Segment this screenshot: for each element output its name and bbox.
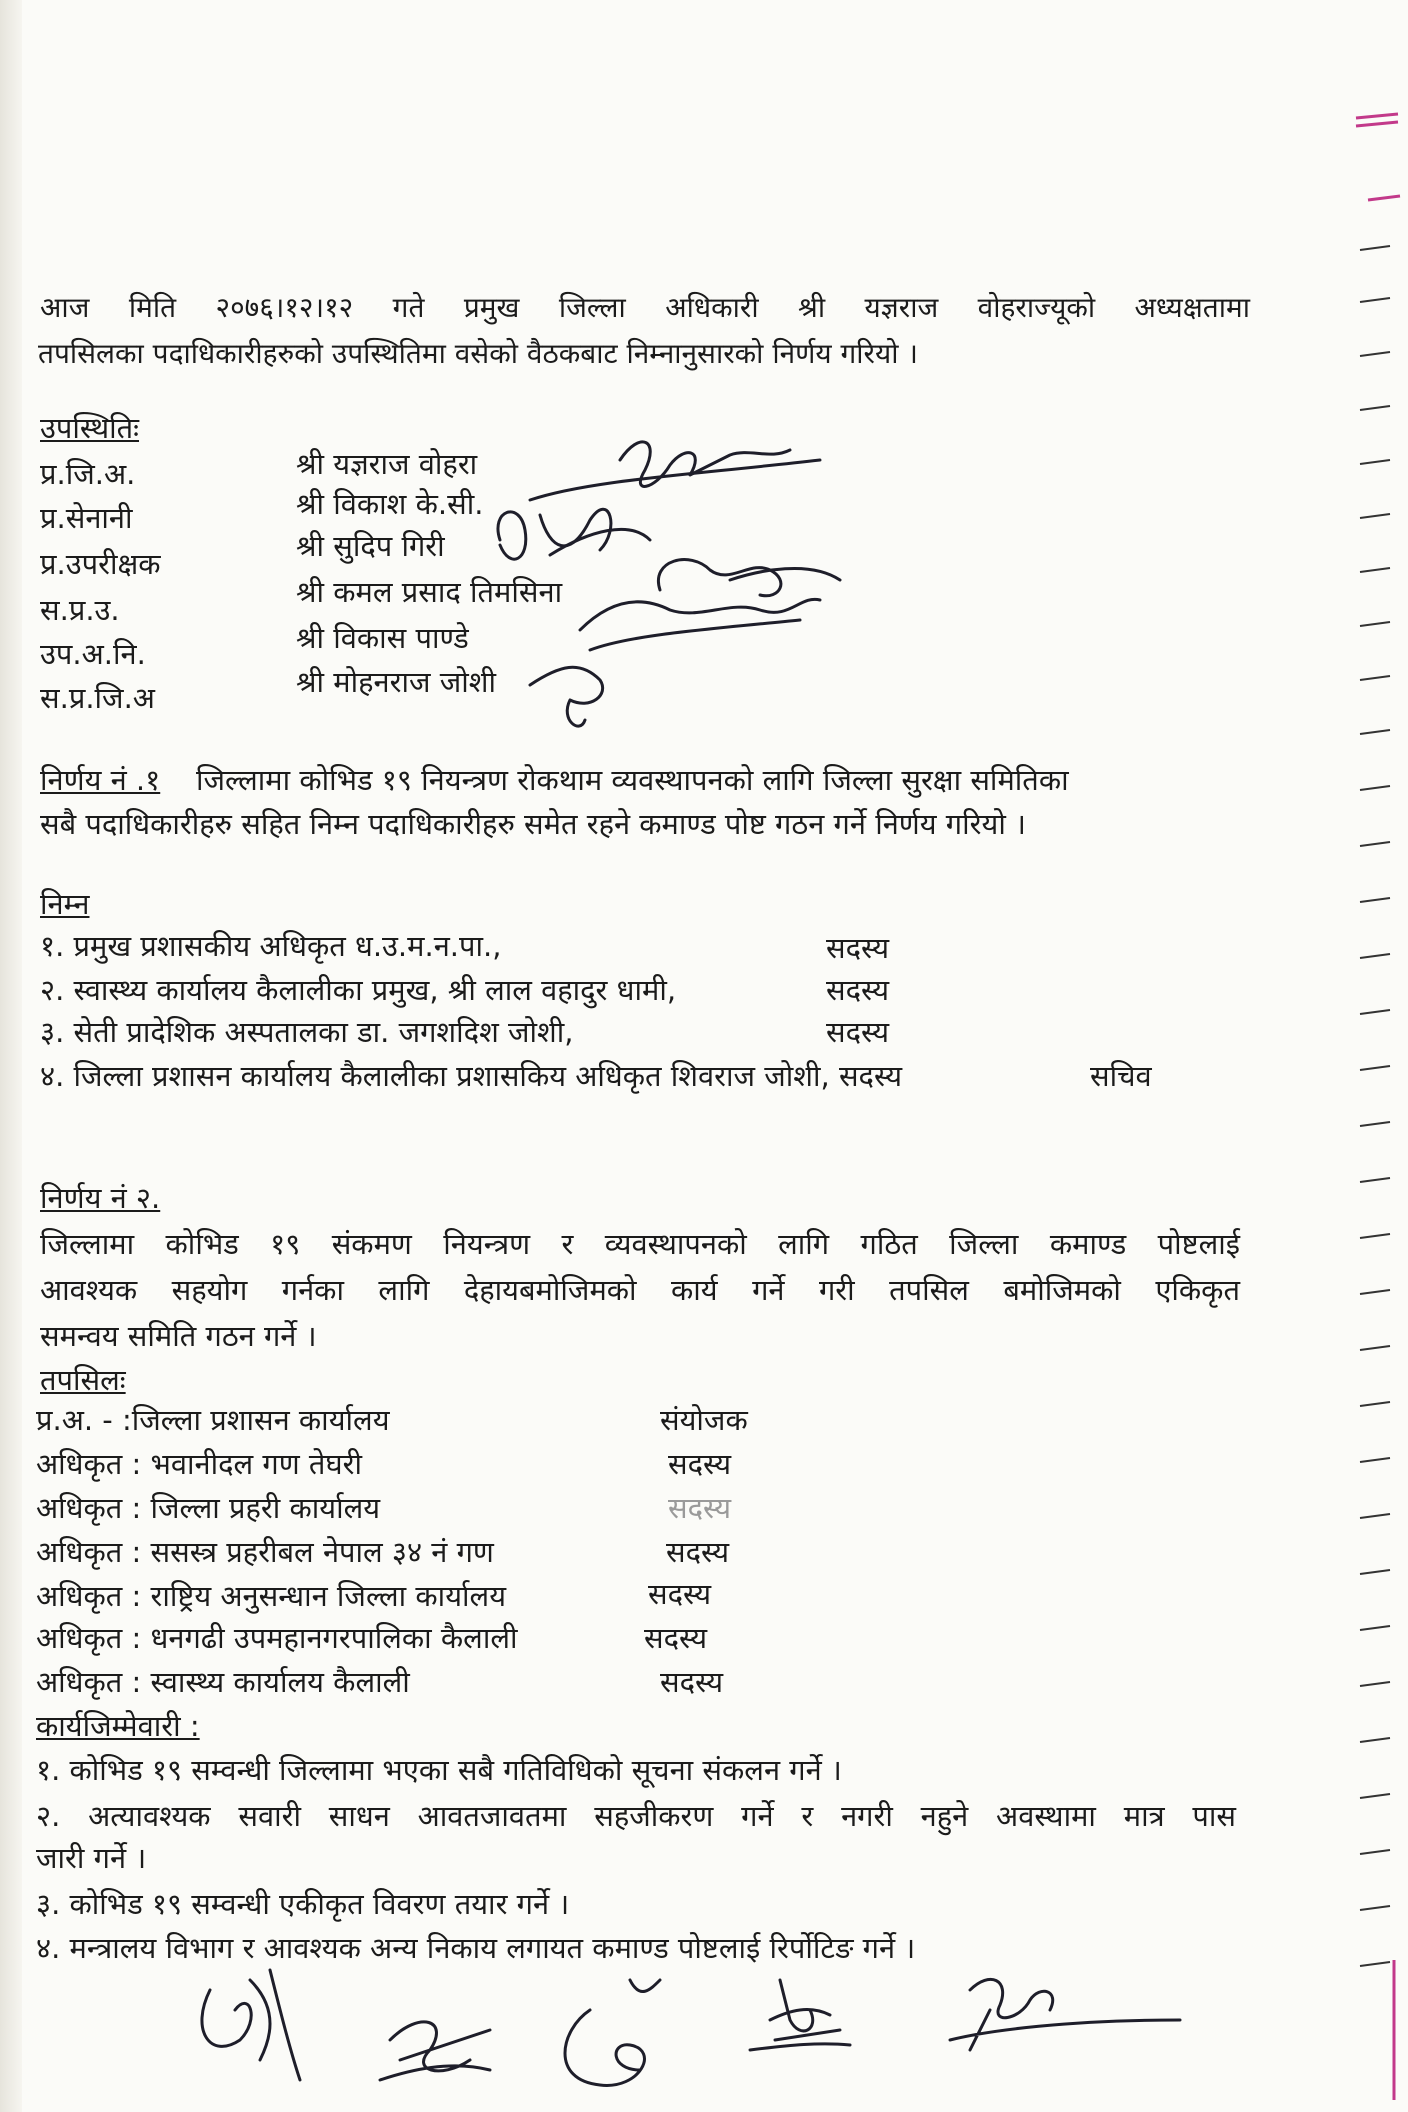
table-row: प्र.अ. - :जिल्ला प्रशासन कार्यालय: [36, 1403, 390, 1437]
decision2-heading: निर्णय नं २.: [40, 1181, 161, 1215]
decision2-line-1: जिल्लामा कोभिड १९ संकमण नियन्त्रण र व्यवस्थापनको लागि गठित जिल्ला कमाण्ड पोष्टलाई: [40, 1227, 1240, 1261]
list-item: १. प्रमुख प्रशासकीय अधिकृत ध.उ.म.न.पा.,: [40, 929, 502, 963]
list-item: ३. सेती प्रादेशिक अस्पतालका डा. जगशदिश जोशी,: [40, 1015, 574, 1049]
table-row: अधिकृत : राष्ट्रिय अनुसन्धान जिल्ला कार्यालय: [36, 1579, 507, 1613]
duty-item: २. अत्यावश्यक सवारी साधन आवतजावतमा सहजीकरण गर्ने र नगरी नहुने अवस्थामा मात्र पास: [36, 1799, 1236, 1833]
duty-item: ३. कोभिड १९ सम्वन्धी एकीकृत विवरण तयार गर्ने ।: [36, 1887, 570, 1921]
decision2-line-2: आवश्यक सहयोग गर्नका लागि देहायबमोजिमको कार्य गर्ने गरी तपसिल बमोजिमको एकिकृत: [40, 1273, 1240, 1307]
attendance-name: श्री विकाश के.सी.: [296, 487, 484, 521]
table-row-role: सदस्य: [644, 1621, 708, 1655]
duty-item: जारी गर्ने ।: [36, 1841, 147, 1875]
attendance-post: प्र.जि.अ.: [40, 457, 136, 491]
intro-line-1: आज मिति २०७६।१२।१२ गते प्रमुख जिल्ला अधिकारी श्री यज्ञराज वोहराज्यूको अध्यक्षतामा: [40, 291, 1250, 324]
attendance-name: श्री सुदिप गिरी: [296, 529, 445, 563]
decision1-line-2: सबै पदाधिकारीहरु सहित निम्न पदाधिकारीहरु समेत रहने कमाण्ड पोष्ट गठन गर्ने निर्णय गरियो ।: [40, 807, 1027, 841]
margin-tick-marks: [1338, 0, 1408, 2112]
duties-heading: कार्यजिम्मेवारी :: [36, 1709, 200, 1743]
decision1-heading: निर्णय नं .१: [40, 763, 161, 797]
attendance-name: श्री मोहनराज जोशी: [296, 665, 496, 699]
page-binding-edge: [0, 0, 22, 2112]
table-row: अधिकृत : धनगढी उपमहानगरपालिका कैलाली: [36, 1621, 518, 1655]
list-item: २. स्वास्थ्य कार्यालय कैलालीका प्रमुख, श्री लाल वहादुर धामी,: [40, 973, 677, 1007]
list-item-role: सदस्य: [826, 1015, 890, 1049]
list-item-role: सचिव: [1090, 1059, 1152, 1093]
attendance-post: प्र.सेनानी: [40, 501, 133, 535]
duty-item: ४. मन्त्रालय विभाग र आवश्यक अन्य निकाय लगायत कमाण्ड पोष्टलाई रिर्पोटिङ गर्ने ।: [36, 1931, 916, 1965]
list-item-role: सदस्य: [826, 931, 890, 965]
bottom-signatures: [190, 1950, 1190, 2110]
table-row-role: सदस्य: [648, 1577, 712, 1611]
table-row-role: संयोजक: [660, 1403, 748, 1437]
attendance-post: स.प्र.उ.: [40, 593, 120, 627]
duty-item: १. कोभिड १९ सम्वन्धी जिल्लामा भएका सबै गतिविधिको सूचना संकलन गर्ने ।: [36, 1753, 842, 1787]
attendance-signatures: [470, 420, 870, 750]
table-row-role: सदस्य: [668, 1447, 732, 1481]
attendance-post: स.प्र.जि.अ: [40, 681, 155, 715]
list-item-role: सदस्य: [826, 973, 890, 1007]
attendance-heading: उपस्थितिः: [40, 411, 140, 445]
decision2-table-heading: तपसिलः: [40, 1363, 126, 1397]
decision2-line-3: समन्वय समिति गठन गर्ने ।: [40, 1319, 317, 1353]
attendance-name: श्री विकास पाण्डे: [296, 621, 469, 655]
table-row-role: सदस्य: [666, 1535, 730, 1569]
table-row: अधिकृत : स्वास्थ्य कार्यालय कैलाली: [36, 1665, 410, 1699]
table-row-role: सदस्य: [660, 1665, 724, 1699]
attendance-name: श्री यज्ञराज वोहरा: [296, 447, 478, 481]
list-item: ४. जिल्ला प्रशासन कार्यालय कैलालीका प्रशासकिय अधिकृत शिवराज जोशी, सदस्य: [40, 1059, 903, 1093]
table-row: अधिकृत : ससस्त्र प्रहरीबल नेपाल ३४ नं गण: [36, 1535, 494, 1569]
decision1-list-heading: निम्न: [40, 887, 90, 921]
attendance-post: प्र.उपरीक्षक: [40, 547, 161, 581]
attendance-name: श्री कमल प्रसाद तिमसिना: [296, 575, 563, 609]
attendance-post: उप.अ.नि.: [40, 637, 146, 671]
table-row: अधिकृत : जिल्ला प्रहरी कार्यालय: [36, 1491, 381, 1525]
intro-line-2: तपसिलका पदाधिकारीहरुको उपस्थितिमा वसेको वैठकबाट निम्नानुसारको निर्णय गरियो ।: [38, 337, 918, 370]
table-row: अधिकृत : भवानीदल गण तेघरी: [36, 1447, 362, 1481]
table-row-role: सदस्य: [668, 1491, 732, 1525]
decision1-line-1: जिल्लामा कोभिड १९ नियन्त्रण रोकथाम व्यवस्थापनको लागि जिल्ला सुरक्षा समितिका: [196, 763, 1069, 797]
